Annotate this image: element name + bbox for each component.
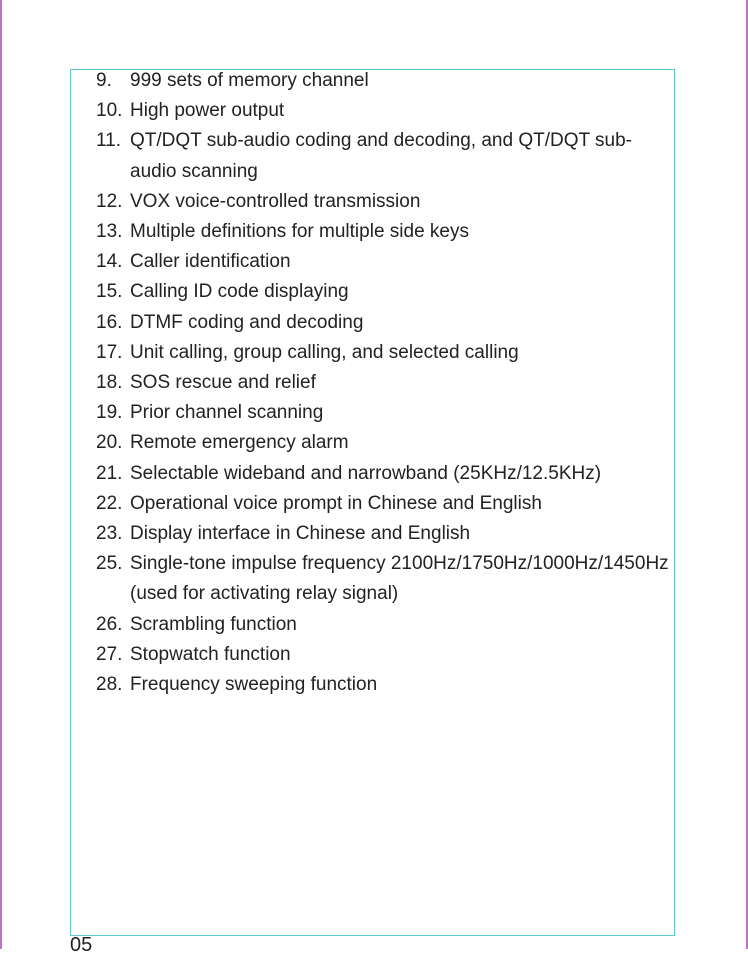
feature-number: 17.: [96, 341, 123, 363]
feature-item: [96, 217, 736, 247]
feature-text: DTMF coding and decoding: [130, 311, 364, 333]
feature-text: Single-tone impulse frequency 2100Hz/1750Hz/1000Hz/1450Hz (used for activating relay signal): [130, 553, 669, 605]
feature-number: 25.: [96, 553, 123, 575]
feature-item: [96, 277, 736, 307]
feature-text: Frequency sweeping function: [130, 674, 378, 696]
feature-text: Scrambling function: [130, 613, 297, 635]
feature-text: Display interface in Chinese and English: [130, 523, 471, 545]
feature-text: Selectable wideband and narrowband (25KHz/12.5KHz): [130, 462, 602, 484]
feature-number: 14.: [96, 251, 123, 273]
feature-number: 12.: [96, 190, 123, 212]
feature-number: 26.: [96, 613, 123, 635]
features-list: [96, 66, 736, 700]
feature-item: [96, 368, 736, 398]
feature-number: 27.: [96, 643, 123, 665]
feature-text: Remote emergency alarm: [130, 432, 349, 454]
page-number: 05: [70, 934, 93, 956]
page-edge-left: [0, 0, 2, 949]
feature-item: [96, 398, 736, 428]
feature-text: High power output: [130, 100, 285, 122]
feature-item: [96, 126, 736, 186]
feature-text: Calling ID code displaying: [130, 281, 349, 303]
feature-number: 11.: [96, 130, 122, 152]
feature-number: 18.: [96, 372, 123, 394]
feature-number: 28.: [96, 674, 123, 696]
feature-number: 13.: [96, 221, 123, 243]
feature-item: [96, 247, 736, 277]
feature-item: [96, 549, 736, 609]
feature-item: [96, 519, 736, 549]
feature-item: [96, 428, 736, 458]
feature-number: 16.: [96, 311, 123, 333]
feature-text: QT/DQT sub-audio coding and decoding, and QT/DQT sub- audio scanning: [130, 130, 633, 182]
feature-item: [96, 308, 736, 338]
feature-number: 21.: [96, 462, 123, 484]
feature-text: Stopwatch function: [130, 643, 291, 665]
feature-number: 20.: [96, 432, 123, 454]
feature-text: VOX voice-controlled transmission: [130, 190, 421, 212]
feature-text: 999 sets of memory channel: [130, 70, 369, 91]
feature-number: 15.: [96, 281, 123, 303]
feature-item: [96, 670, 736, 700]
feature-item: [96, 640, 736, 670]
feature-item: [96, 66, 736, 96]
feature-item: [96, 489, 736, 519]
feature-text: Unit calling, group calling, and selected calling: [130, 341, 519, 363]
feature-item: [96, 610, 736, 640]
feature-number: 10.: [96, 100, 123, 122]
feature-text: Caller identification: [130, 251, 291, 273]
feature-number: 9.: [96, 70, 112, 91]
feature-text: Operational voice prompt in Chinese and English: [130, 492, 542, 514]
feature-text: Multiple definitions for multiple side keys: [130, 221, 469, 243]
feature-item: [96, 187, 736, 217]
feature-item: [96, 338, 736, 368]
feature-item: [96, 96, 736, 126]
feature-text: Prior channel scanning: [130, 402, 324, 424]
feature-number: 19.: [96, 402, 123, 424]
feature-number: 23.: [96, 523, 123, 545]
feature-text: SOS rescue and relief: [130, 372, 316, 394]
feature-item: [96, 459, 736, 489]
feature-number: 22.: [96, 492, 123, 514]
